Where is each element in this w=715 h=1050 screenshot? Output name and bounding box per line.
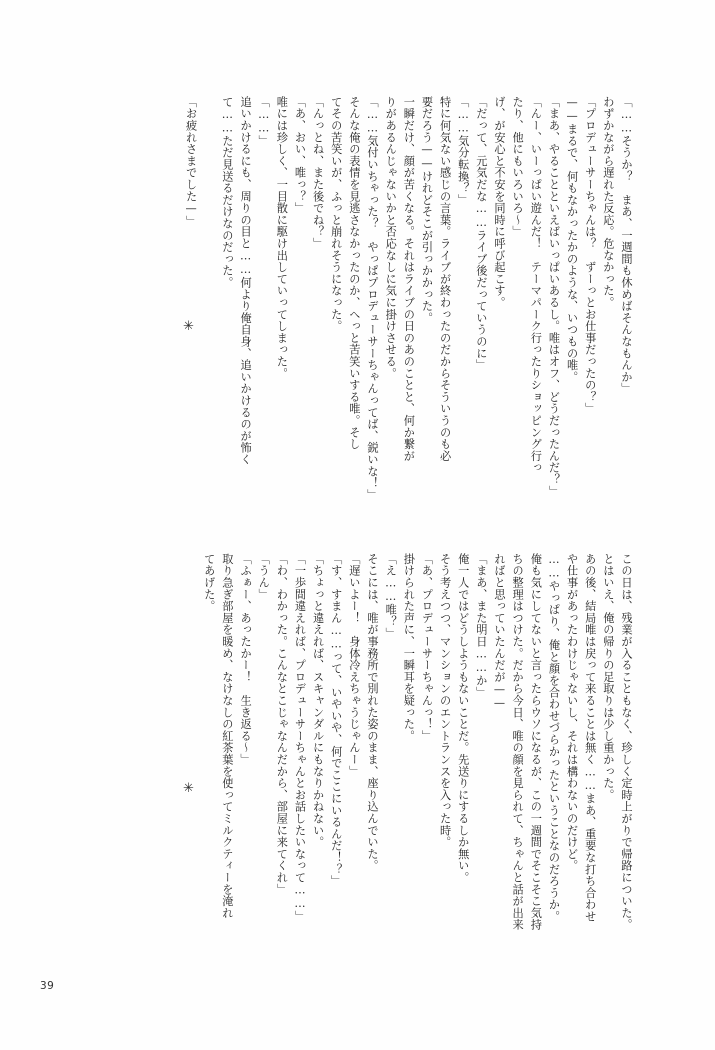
text-line: 「……」 (257, 96, 271, 147)
text-line: あの後、結局唯は戻って来ることは無く……まあ、重要な打ち合わせ (583, 553, 597, 923)
text-line: 「だって、元気だな……ライブ後だっていうのに」 (474, 96, 488, 371)
text-line: 「まあ、また明日……か」 (474, 553, 488, 699)
text-line: 一瞬だけ、顔が苦くなる。それはライブの日のあのことと、何か繋が (402, 96, 416, 462)
text-line: 要だろう——けれどそこが引っかかった。 (420, 96, 434, 324)
text-line: 「遅いよー！ 身体冷えちゃうじゃんー」 (347, 553, 361, 778)
text-line: 「んっとね、また後でね？」 (311, 96, 325, 250)
text-column-bottom (75, 553, 635, 953)
text-line: ればと思っていたんだが—— (493, 553, 507, 710)
text-line: てその苦笑いが、ふっと崩れそうになった。 (329, 96, 343, 332)
text-line: 「あ、おい、唯っ？」 (293, 96, 307, 214)
text-line: 「……そうか？ まあ、一週間も休めばそんなもんか」 (620, 96, 633, 395)
text-line: 「わ、わかった。こんなとこじゃなんだから、部屋に来てくれ」 (275, 553, 289, 896)
text-line: 「プロデューサーちゃんは？ ずーっとお仕事だったの？」 (583, 96, 597, 415)
text-line: 「んー、いーっぱい遊んだ！ テーマパーク行ったりショッピング行っ (529, 96, 543, 474)
text-column-top (75, 96, 635, 501)
text-line: 俺も気にしてないと言ったらウソになるが、この一週間でそこそこ気持 (529, 553, 543, 931)
text-line: げ、が安心と不安を同時に呼び起こす。 (493, 96, 507, 309)
text-line: この日は、残業が入ることもなく、珍しく定時上がりで帰路についた。 (620, 553, 633, 931)
text-line: 「まあ、やることといえばいっぱいあるし。唯はオフ、どうだったんだ？」 (547, 96, 561, 498)
text-line: 「あ、プロデューサーちゃんっ！」 (420, 553, 434, 742)
text-line: そこには、唯が事務所で別れた姿のまま、座り込んでいた。 (366, 553, 380, 872)
page-number: 39 (40, 980, 55, 992)
text-line: 追いかけるにも、周りの目と……何より俺自身、追いかけるのが怖く (239, 96, 253, 466)
text-line: たり、他にもいろいろ〜」 (511, 96, 525, 238)
text-line: 俺一人ではどうしようもないことだ。先送りにするしか無い。 (456, 553, 470, 884)
text-line: りがあるんじゃないかと否応なしに気に掛けさせる。 (384, 96, 398, 380)
text-line: 「お疲れさまでした—」 (184, 96, 198, 228)
text-line: 特に何気ない感じの言葉。ライブが終わったのだからそういうのも必 (438, 96, 452, 462)
text-line: ……やっぱり、俺と顔を合わせづらかったということなのだろうか。 (547, 553, 561, 923)
text-line: 「……気付いちゃった？ やっぱプロデューサーちゃんってば、鋭いな！」 (366, 96, 380, 501)
text-line: 取り急ぎ部屋を暖め、なけなしの紅茶葉を使ってミルクティーを淹れ (220, 553, 234, 919)
text-line: そう考えつつ、マンションのエントランスを入った時。 (438, 553, 452, 848)
text-line: 「……気分転換？」 (456, 96, 470, 206)
text-line: 唯には珍しく、一目散に駆け出していってしまった。 (275, 96, 289, 380)
text-line: や仕事があったわけじゃないし、それは構わないのだけど。 (565, 553, 579, 872)
scene-separator-top: ✳ (183, 319, 194, 334)
text-line: 「ちょっと違えれば、スキャンダルにもなりかねない。 (311, 553, 325, 848)
text-line: 掛けられた声に、一瞬耳を疑った。 (402, 553, 416, 742)
text-line: わずかながら遅れた反応。危なかった。 (601, 96, 615, 309)
text-line: ——まるで、何もなかったかのような、いつもの唯。 (565, 96, 579, 383)
text-line: て……ただ見送るだけなのだった。 (220, 96, 234, 289)
text-line: 「一歩間違えれば、プロデューサーちゃんとお話したいなって……」 (293, 553, 307, 923)
text-line: てあげた。 (202, 553, 216, 612)
scene-separator-bottom: ✳ (183, 781, 194, 796)
text-line: 「うん」 (257, 553, 271, 601)
text-line: とはいえ、俺の帰りの足取りは少し重かった。 (601, 553, 615, 801)
text-line: そんな俺の表情を見逃さなかったのか、へっと苦笑いする唯。そし (347, 96, 361, 450)
text-line: 「す、すまん……って、いやいや、何でここにいるんだ！？」 (329, 553, 343, 887)
text-line: 「ふぁー、あったかー！ 生き返る〜」 (239, 553, 253, 766)
text-line: 「え……唯？」 (384, 553, 398, 640)
text-line (200, 96, 218, 496)
text-line: ちの整理はつけた。だから今日、唯の顔を見られて、ちゃんと話が出来 (511, 553, 525, 931)
